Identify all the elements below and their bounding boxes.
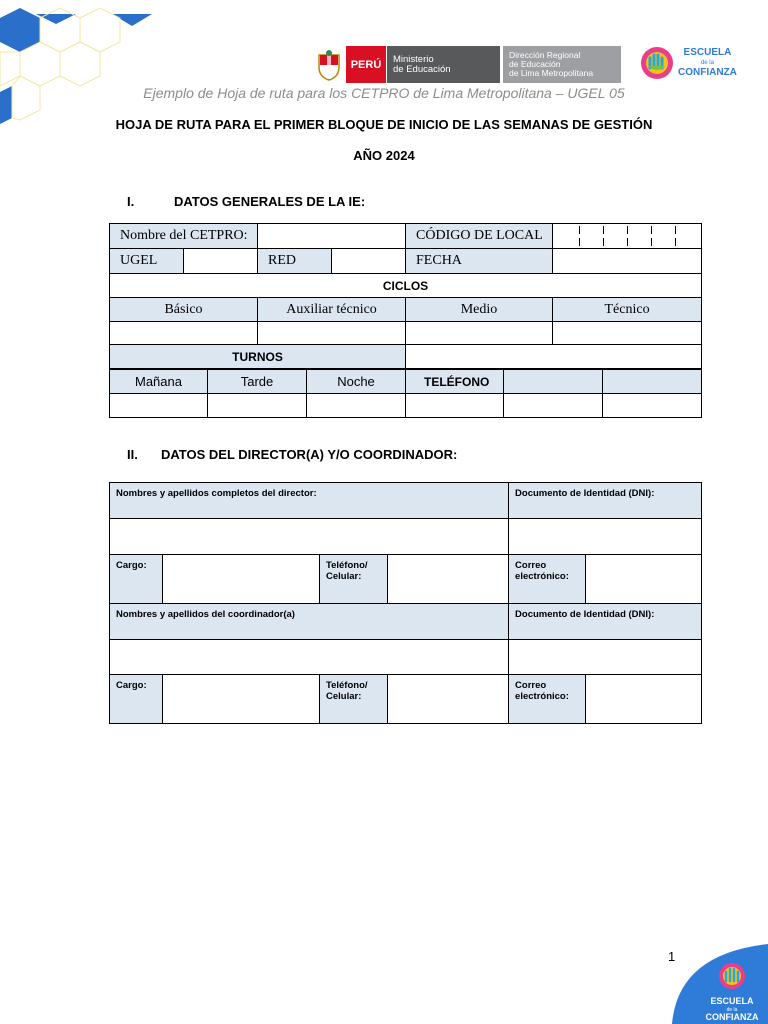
label-manana: Mañana (110, 370, 208, 394)
peru-label: PERÚ (346, 46, 386, 83)
label-red: RED (258, 249, 332, 274)
input-basico[interactable] (110, 322, 258, 345)
correo-coordinador-line-1: Correo (515, 680, 547, 691)
ministry-label (386, 46, 500, 83)
input-nombre-cetpro[interactable] (258, 224, 406, 249)
input-manana[interactable] (110, 394, 208, 418)
document-subtitle: Ejemplo de Hoja de ruta para los CETPRO de Lima Metropolitana – UGEL 05 (143, 85, 625, 101)
correo-director-line-2: electrónico: (515, 571, 569, 582)
ministry-line-1: Ministerio (393, 53, 434, 65)
label-turnos: TURNOS (110, 345, 406, 369)
input-telefono-1[interactable] (406, 394, 504, 418)
input-tarde[interactable] (208, 394, 307, 418)
escuela-confianza-logo (640, 46, 737, 80)
correo-director-line-1: Correo (515, 560, 547, 571)
input-noche[interactable] (307, 394, 406, 418)
label-tecnico: Técnico (553, 298, 702, 322)
general-data-table (109, 223, 702, 369)
corner-de-la-text: de la (726, 1007, 738, 1013)
ministry-line-2: de Educación (393, 63, 451, 75)
label-telefono-coordinador (320, 675, 388, 724)
section-1-title: DATOS GENERALES DE LA IE: (174, 194, 366, 209)
label-cargo-coordinador: Cargo: (110, 675, 163, 724)
correo-coordinador-line-2: electrónico: (515, 691, 569, 702)
document-title: HOJA DE RUTA PARA EL PRIMER BLOQUE DE INICIO DE LAS SEMANAS DE GESTIÓN (115, 117, 653, 132)
dre-line-1: Dirección Regional (509, 50, 581, 60)
section-2-heading (127, 447, 457, 462)
input-codigo-local[interactable] (553, 224, 702, 249)
dre-line-2: de Educación (509, 59, 561, 69)
dre-line-3: de Lima Metropolitana (509, 68, 594, 78)
document-year: AÑO 2024 (353, 148, 415, 163)
section-2-number: II. (127, 447, 138, 462)
telefono-director-line-1: Teléfono/ (326, 560, 368, 571)
label-noche: Noche (307, 370, 406, 394)
input-ugel[interactable] (184, 249, 258, 274)
input-nombres-director[interactable] (110, 519, 509, 555)
input-medio[interactable] (406, 322, 553, 345)
ministry-logo-bar (312, 46, 621, 83)
label-auxiliar-tecnico: Auxiliar técnico (258, 298, 406, 322)
label-dni-director: Documento de Identidad (DNI): (509, 483, 702, 519)
escuela-line-2: de la (700, 60, 714, 66)
input-correo-coordinador[interactable] (586, 675, 702, 724)
dre-label (503, 46, 621, 83)
page-number: 1 (668, 949, 676, 964)
director-table (109, 482, 702, 724)
input-telefono-3[interactable] (603, 394, 702, 418)
section-1-heading (127, 194, 365, 209)
label-nombres-director: Nombres y apellidos completos del director: (110, 483, 509, 519)
telefono-header-cell-1 (504, 370, 603, 394)
turnos-blank (406, 345, 702, 369)
input-correo-director[interactable] (586, 555, 702, 604)
label-telefono-director (320, 555, 388, 604)
peru-shield-icon (312, 46, 346, 83)
input-red[interactable] (332, 249, 406, 274)
input-nombres-coordinador[interactable] (110, 640, 509, 675)
label-tarde: Tarde (208, 370, 307, 394)
input-tecnico[interactable] (553, 322, 702, 345)
section-1-number: I. (127, 194, 135, 209)
label-codigo-local: CÓDIGO DE LOCAL (406, 224, 553, 249)
telefono-coordinador-line-1: Teléfono/ (326, 680, 368, 691)
escuela-line-1: ESCUELA (683, 47, 732, 58)
label-dni-coordinador: Documento de Identidad (DNI): (509, 604, 702, 640)
label-basico: Básico (110, 298, 258, 322)
label-nombre-cetpro: Nombre del CETPRO: (110, 224, 258, 249)
input-cargo-director[interactable] (163, 555, 320, 604)
label-correo-director (509, 555, 586, 604)
corner-confianza-text: CONFIANZA (705, 1012, 759, 1022)
hand-heart-icon (640, 46, 674, 80)
input-telefono-director[interactable] (388, 555, 509, 604)
input-fecha[interactable] (553, 249, 702, 274)
input-telefono-coordinador[interactable] (388, 675, 509, 724)
escuela-line-3: CONFIANZA (678, 67, 737, 78)
hexagon-decoration (0, 0, 170, 130)
input-dni-director[interactable] (509, 519, 702, 555)
label-ugel: UGEL (110, 249, 184, 274)
section-2-title: DATOS DEL DIRECTOR(A) Y/O COORDINADOR: (161, 447, 458, 462)
label-correo-coordinador (509, 675, 586, 724)
input-cargo-coordinador[interactable] (163, 675, 320, 724)
label-medio: Medio (406, 298, 553, 322)
label-fecha: FECHA (406, 249, 553, 274)
input-auxiliar-tecnico[interactable] (258, 322, 406, 345)
escuela-confianza-corner-logo (672, 944, 768, 1024)
label-ciclos: CICLOS (110, 274, 702, 298)
label-nombres-coordinador: Nombres y apellidos del coordinador(a) (110, 604, 509, 640)
label-telefono: TELÉFONO (406, 370, 504, 394)
input-dni-coordinador[interactable] (509, 640, 702, 675)
corner-escuela-text: ESCUELA (710, 996, 754, 1006)
turnos-table (109, 369, 702, 418)
telefono-header-cell-2 (603, 370, 702, 394)
telefono-director-line-2: Celular: (326, 571, 362, 582)
label-cargo-director: Cargo: (110, 555, 163, 604)
telefono-coordinador-line-2: Celular: (326, 691, 362, 702)
codigo-digit-boxes (553, 226, 701, 246)
input-telefono-2[interactable] (504, 394, 603, 418)
